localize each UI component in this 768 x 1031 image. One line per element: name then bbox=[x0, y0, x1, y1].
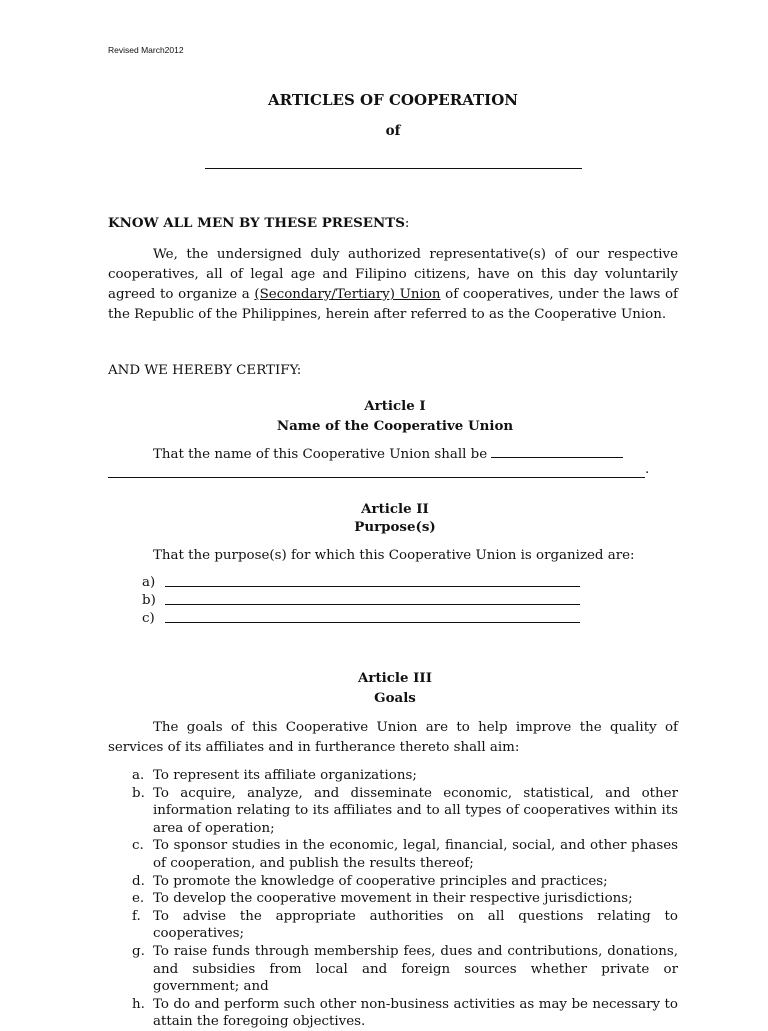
goal-label: d. bbox=[132, 873, 145, 889]
goal-text: To raise funds through membership fees, dues and contributions, donations, and subsidies from local and foreign sources whether private or government; and bbox=[153, 943, 678, 995]
revision-note: Revised March2012 bbox=[108, 45, 184, 55]
goal-label: b. bbox=[132, 785, 145, 801]
goal-label: h. bbox=[132, 996, 145, 1012]
article-1-blank bbox=[491, 447, 623, 458]
intro-text-after: of cooperatives, under the laws of the Republic of the Philippines, herein after referred to as the Cooperative Union. bbox=[108, 287, 678, 322]
article-3-number: Article III bbox=[358, 670, 432, 686]
purpose-blank-line bbox=[165, 622, 580, 623]
goal-item bbox=[132, 908, 678, 943]
goal-text: To acquire, analyze, and disseminate economic, statistical, and other information relating to its affiliates and to all types of cooperatives within its area of operation; bbox=[153, 785, 678, 836]
goal-text: To advise the appropriate authorities on all questions relating to cooperatives; bbox=[153, 908, 678, 942]
goal-text: To do and perform such other non-business activities as may be necessary to attain the foregoing objectives. bbox=[153, 996, 678, 1030]
certify-statement: AND WE HEREBY CERTIFY: bbox=[108, 363, 302, 378]
article-1-text bbox=[153, 447, 623, 462]
goals-list bbox=[132, 767, 678, 1031]
cooperative-name-blank-line bbox=[205, 168, 582, 169]
article-2-text: That the purpose(s) for which this Cooperative Union is organized are: bbox=[153, 548, 635, 563]
goal-item bbox=[132, 837, 678, 872]
article-2-number: Article II bbox=[361, 501, 429, 517]
purpose-item-a bbox=[142, 575, 164, 590]
goal-text: To represent its affiliate organizations; bbox=[153, 768, 417, 783]
purpose-label: b) bbox=[142, 593, 156, 608]
purpose-label: a) bbox=[142, 575, 156, 590]
purpose-blank-line bbox=[165, 586, 580, 587]
purpose-blank-line bbox=[165, 604, 580, 605]
goal-item bbox=[132, 890, 678, 908]
purpose-item-c bbox=[142, 611, 164, 626]
intro-text-before: We, the undersigned duly authorized representative(s) of our respective cooperatives, all of legal age and Filipino citizens, have on this day voluntarily agreed to organize a bbox=[108, 247, 678, 302]
title-of: of bbox=[385, 123, 401, 139]
intro-paragraph bbox=[108, 245, 678, 325]
goal-item bbox=[132, 785, 678, 838]
goal-text: To promote the knowledge of cooperative principles and practices; bbox=[153, 873, 608, 889]
goal-item bbox=[132, 767, 678, 785]
goal-label: a. bbox=[132, 768, 145, 783]
goal-text: To sponsor studies in the economic, legal, financial, social, and other phases of cooperation, and publish the results thereof; bbox=[153, 838, 678, 871]
union-type: (Secondary/Tertiary) Union bbox=[254, 287, 441, 302]
goal-label: f. bbox=[132, 908, 141, 924]
opening-statement-colon: : bbox=[404, 216, 410, 231]
goal-text: To develop the cooperative movement in their respective jurisdictions; bbox=[153, 891, 633, 907]
article-1-title: Name of the Cooperative Union bbox=[276, 418, 514, 434]
article-1-sentence: That the name of this Cooperative Union shall be bbox=[153, 447, 492, 462]
document-title: ARTICLES OF COOPERATION bbox=[268, 91, 518, 109]
article-3-intro: The goals of this Cooperative Union are to help improve the quality of services of its affiliates and in furtherance thereto shall aim: bbox=[108, 720, 678, 755]
goal-item bbox=[132, 873, 678, 891]
goal-label: c. bbox=[132, 838, 144, 854]
opening-statement bbox=[108, 215, 409, 231]
goal-label: g. bbox=[132, 943, 145, 959]
article-1-period: . bbox=[645, 462, 650, 477]
goal-item bbox=[132, 943, 678, 996]
article-1-number: Article I bbox=[364, 398, 426, 414]
article-2-title: Purpose(s) bbox=[354, 519, 436, 535]
opening-statement-text: KNOW ALL MEN BY THESE PRESENTS bbox=[108, 215, 405, 231]
goal-item bbox=[132, 996, 678, 1031]
article-3-title: Goals bbox=[374, 690, 416, 706]
purpose-item-b bbox=[142, 593, 164, 608]
article-1-blank-line bbox=[108, 477, 645, 478]
purpose-label: c) bbox=[142, 611, 155, 626]
goal-label: e. bbox=[132, 891, 145, 907]
